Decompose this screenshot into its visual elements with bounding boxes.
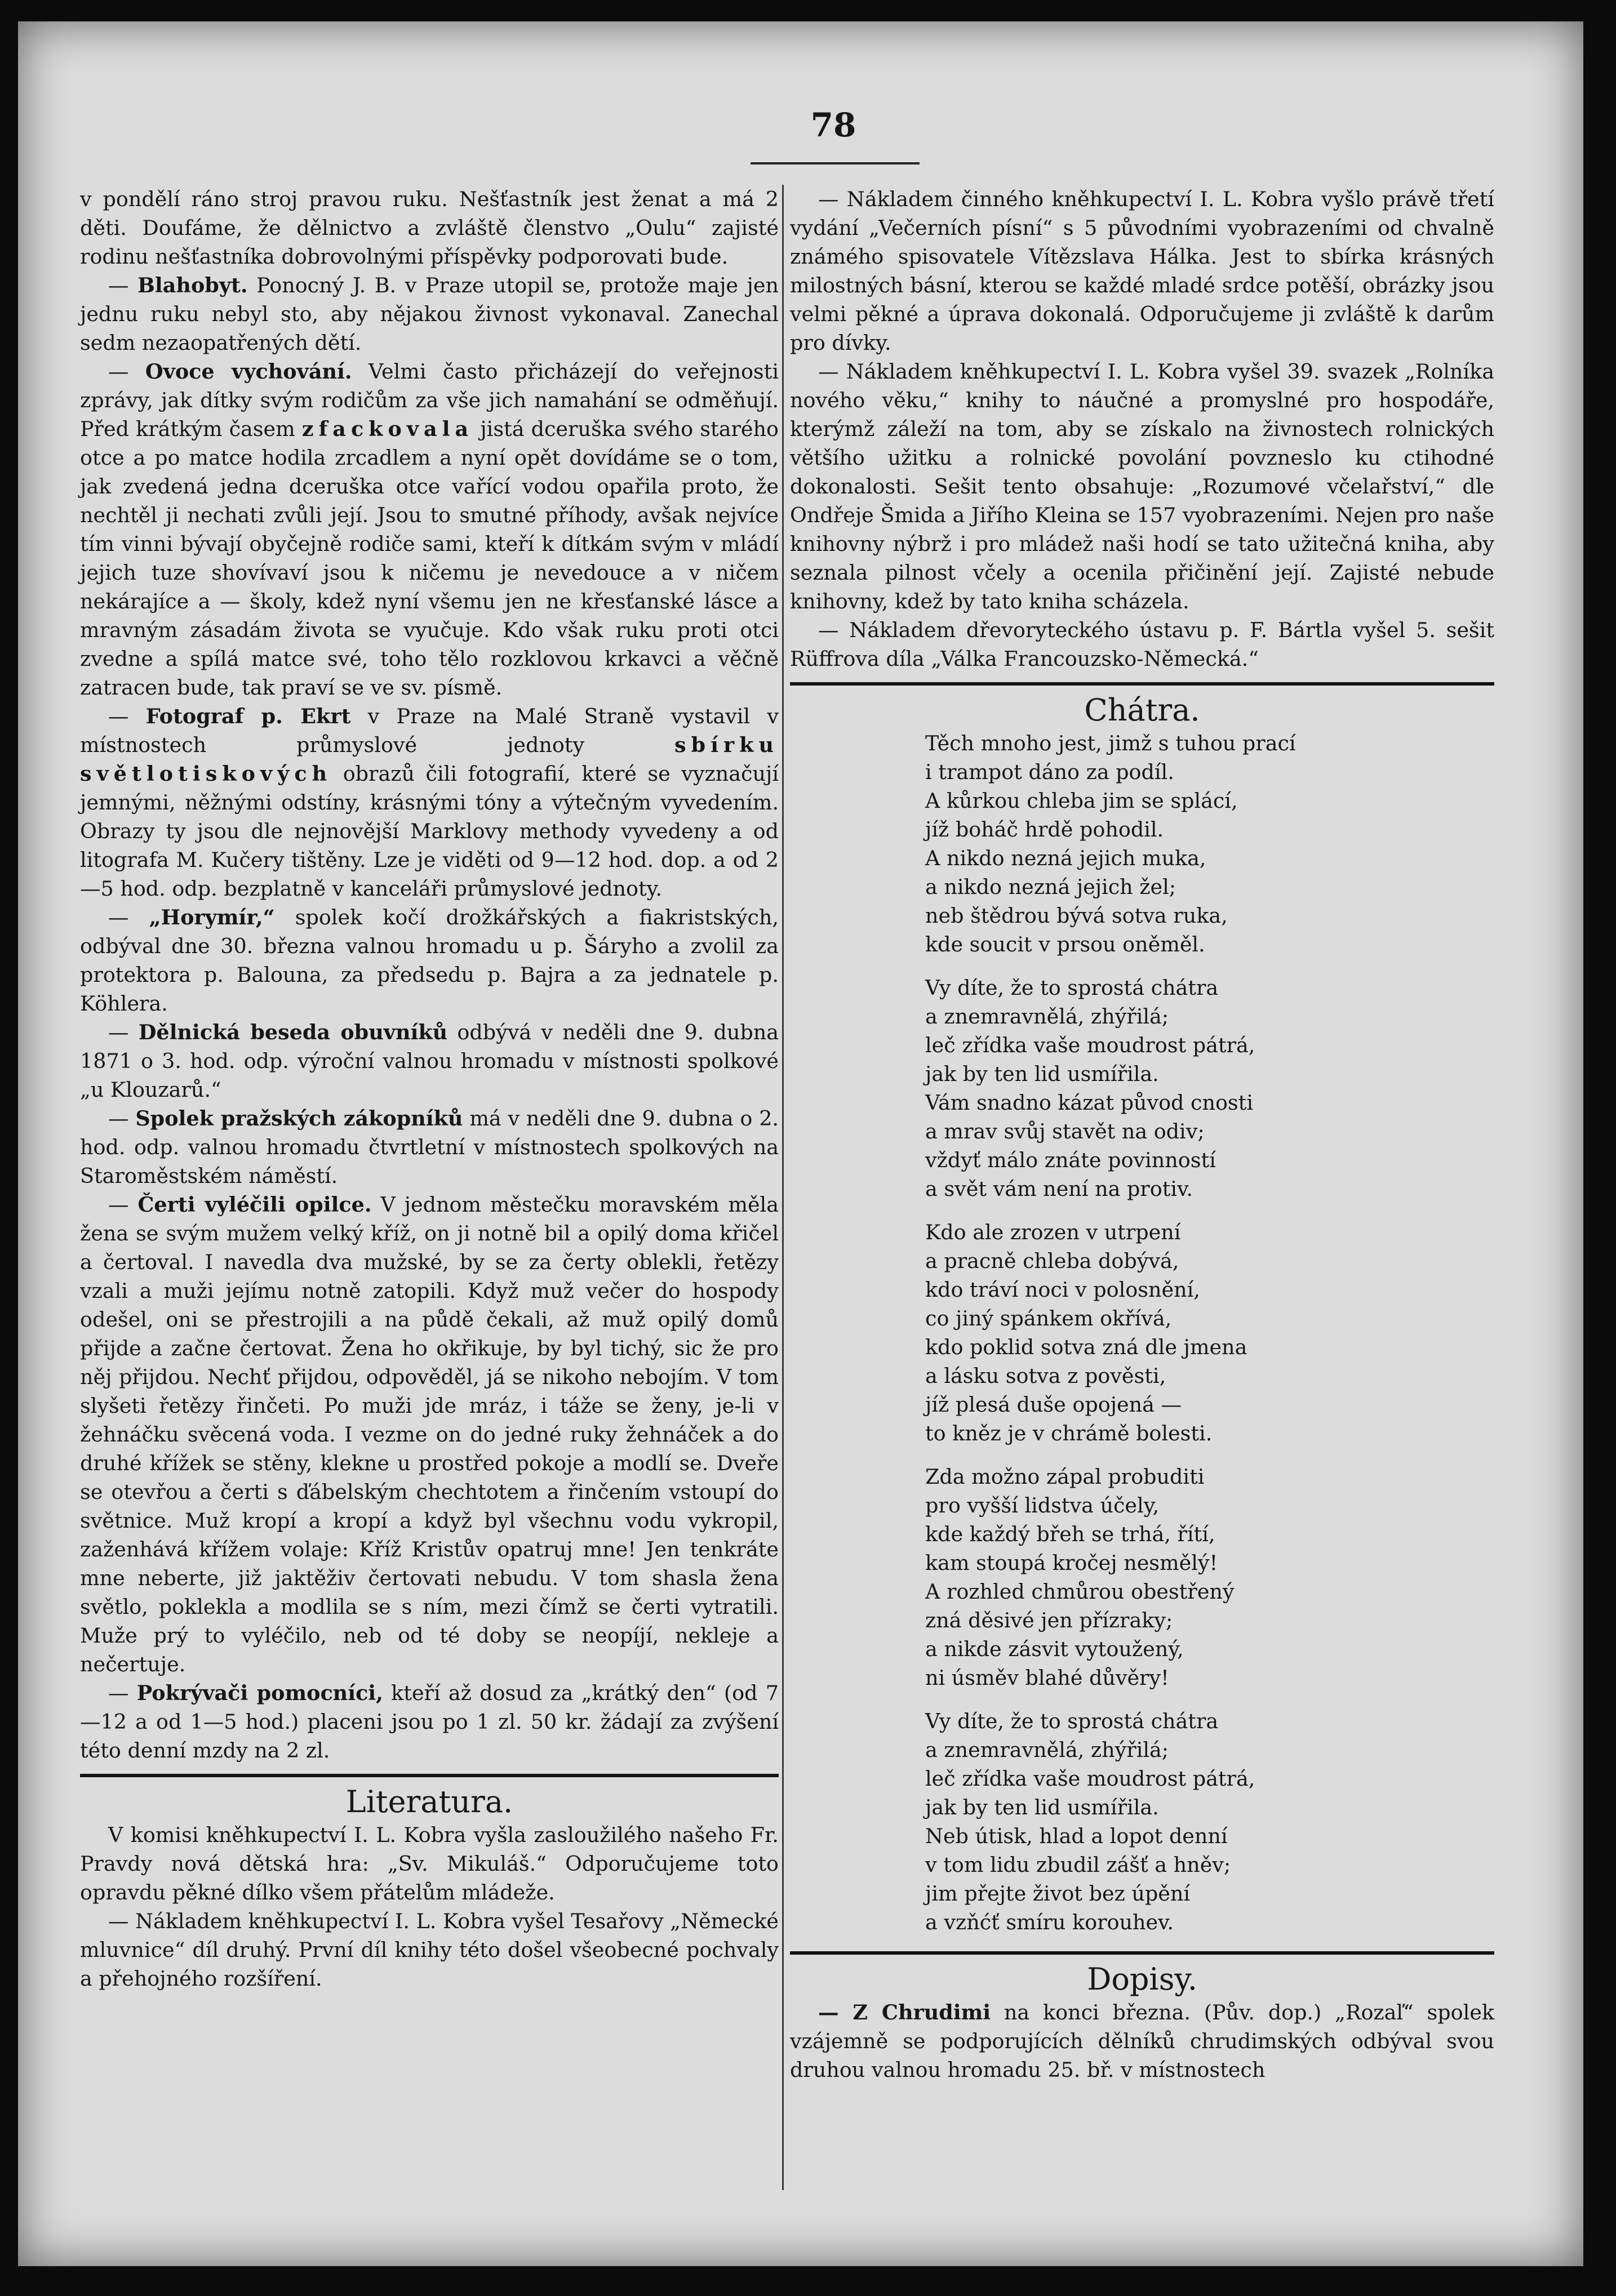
page-number: 78 <box>810 106 856 144</box>
poem-line: ni úsměv blahé důvěry! <box>925 1666 1169 1690</box>
poem-line: Zda možno zápal probuditi <box>925 1465 1205 1489</box>
poem-line: jak by ten lid usmířila. <box>925 1062 1159 1086</box>
dopis-place: — Z Chrudimi <box>818 2000 991 2024</box>
poem-line: Vám snadno kázat původ cnosti <box>925 1091 1254 1115</box>
poem-line: to kněz je v chrámě bolesti. <box>925 1421 1213 1445</box>
poem-line: vždyť málo znáte povinností <box>925 1148 1216 1172</box>
literatura-paragraph: — Nákladem činného kněhkupectví I. L. Kobra vyšlo právě třetí vydání „Večerních písní“ s 5 původními vyobrazeními od chvalně známého spisovatele Vítězslava Hálka. Jest to sbírka krásných milostných básní, kterou se každé mladé srdce potěší, obrázky jsou velmi pěkné a úprava dokonalá. Odporučujeme ji zvláště k darům pro dívky. <box>790 187 1494 355</box>
header-rule <box>751 162 920 164</box>
poem-line: a lásku sotva z pověsti, <box>925 1364 1166 1388</box>
spaced-emphasis: zfackovala <box>301 417 474 441</box>
literatura-paragraph: — Nákladem dřevoryteckého ústavu p. F. Bártla vyšel 5. sešit Rüffrova díla „Válka Francouzsko-Německá.“ <box>790 618 1494 671</box>
news-title: „Horymír,“ <box>149 905 275 929</box>
news-item-ovoce-vychovani: — Ovoce vychování. Velmi často přicházejí do veřejnosti zprávy, jak dítky svým rodičům za vše jich namahání se odměňují. Před krátkým časem zfackovala jistá dceruška svého starého otce a po matce hodila zrcadlem a nyní opět dovídáme se o tom, jak zvedená jedna dceruška otce vařící vodou opařila proto, že nechtěl ji nechati zvůli její. Jsou to smutné příhody, avšak nejvíce tím vinni bývají obyčejně rodiče sami, kteří k dítkám svým v mládí jejich tuze shovívaví jsou k ničemu je nevedouce a v ničem nekárajíce a — školy, kdež nyní všemu jen ne křesťanské lásce a mravným zásadám života se vyučuje. Kdo však ruku proti otci zvedne a spílá matce své, toho tělo rozklovou krkavci a věčně zatracen bude, tak praví se ve sv. písmě. <box>80 359 779 700</box>
poem-line: i trampot dáno za podíl. <box>925 760 1174 784</box>
literatura-paragraph: V komisi kněhkupectví I. L. Kobra vyšla zasloužilého našeho Fr. Pravdy nová dětská hra: „Sv. Mikuláš.“ Odporučujeme toto opravdu pěkné dílko všem přátelům mládeže. <box>80 1823 779 1905</box>
poem-line: A kůrkou chleba jim se splácí, <box>925 789 1238 813</box>
poem-line: a nikdo nezná jejich žel; <box>925 875 1177 899</box>
news-item-spolek-zakopniku: — Spolek pražských zákopníků má v neděli dne 9. dubna o 2. hod. odp. valnou hromadu čtvrtletní v místnostech spolkových na Staroměstském náměstí. <box>80 1106 779 1188</box>
literatura-paragraph: — Nákladem kněhkupectví I. L. Kobra vyšel 39. svazek „Rolníka nového věku,“ knihy to náučné a promyslné pro hospodáře, kterýmž záleží na tom, aby se získalo na živnostech rolnických většího užitku a rolnické povolání povzneslo ku ctihodné dokonalosti. Sešit tento obsahuje: „Rozumové včelařství,“ dle Ondřeje Šmida a Jiřího Kleina se 157 vyobrazeními. Nejen pro naše knihovny nýbrž i pro mládež naši hodí se tato užitečná kniha, aby seznala pilnost včely a ocenila přičinění její. Zajisté nebude knihovny, kdež by tato kniha scházela. <box>790 359 1494 613</box>
news-title: Pokrývači pomocníci, <box>136 1681 383 1705</box>
literatura-paragraph: — Nákladem kněhkupectví I. L. Kobra vyšel Tesařovy „Německé mluvnice“ díl druhý. První díl knihy této došel všeobecné pochvaly a přehojného rozšíření. <box>80 1909 779 1991</box>
poem-line: a pracně chleba dobývá, <box>925 1249 1179 1273</box>
news-title: Ovoce vychování. <box>145 359 352 384</box>
news-text: odbývá v neděli dne 9. dubna 1871 o 3. hod. odp. výroční valnou hromadu v místnosti spolkové „u Klouzarů.“ <box>80 1020 779 1102</box>
poem-line: jíž plesá duše opojená — <box>925 1392 1182 1417</box>
section-rule <box>790 1951 1494 1955</box>
poem-stanza <box>925 1462 1494 1692</box>
news-title: Čerti vyléčili opilce. <box>137 1193 372 1217</box>
news-item-certi: — Čerti vyléčili opilce. V jednom městečku moravském měla žena se svým mužem velký kříž, on ji notně bil a opilý doma křičel a čertoval. I navedla dva mužské, by se za čerty oblekli, řetězy vzali a muži jejímu notně zatopili. Když muž večer do hospody odešel, oni se přestrojili a na půdě čekali, až muž opilý domů přijde a začne čertovat. Žena ho okřikuje, by byl tichý, sic že pro něj přijdou. Nechť přijdou, odpověděl, já se nikoho nebojím. V tom slyšeti řetězy řinčeti. Po muži jde mráz, i táže se ženy, je-li v žehnáčku svěcená voda. I vezme on do jedné ruky žehnáček a do druhé křížek se stěny, klekne u prostřed pokoje a modlí se. Dveře se otevřou a čerti s ďábelským chechtotem a řinčením vstoupí do světnice. Muž kropí a kropí a když byl všechnu vodu vykropil, zaženhává křížem volaje: Kříž Kristův opatruj mne! Jen tenkráte mne neberte, již jaktěživ čertovati nebudu. V tom shasla žena světlo, poklekla a modlila se s ním, mezi čímž se čerti vytratili. Muže prý to vyléčilo, neb od té doby se neopíjí, nekleje a nečertuje. <box>80 1193 779 1676</box>
news-text: spolek kočí drožkářských a fiakristských, odbýval dne 30. března valnou hromadu u p. Šáryho a zvolil za protektora p. Balouna, za předsedu p. Bajra a za jednatele p. Köhlera. <box>80 905 779 1016</box>
section-rule <box>790 682 1494 686</box>
news-text: V jednom městečku moravském měla žena se svým mužem velký kříž, on ji notně bil a opilý doma křičel a čertoval. I navedla dva mužské, by se za čerty oblekli, řetězy vzali a muži jejímu notně zatopili. Když muž večer do hospody odešel, oni se přestrojili a na půdě čekali, až muž opilý domů přijde a začne čertovat. Žena ho okřikuje, by byl tichý, sic že pro něj přijdou. Nechť přijdou, odpověděl, já se nikoho nebojím. V tom slyšeti řetězy řinčeti. Po muži jde mráz, i táže se ženy, je-li v žehnáčku svěcená voda. I vezme on do jedné ruky žehnáček a do druhé křížek se stěny, klekne u prostřed pokoje a modlí se. Dveře se otevřou a čerti s ďábelským chechtotem a řinčením vstoupí do světnice. Muž kropí a kropí a když byl všechnu vodu vykropil, zaženhává křížem volaje: Kříž Kristův opatruj mne! Jen tenkráte mne neberte, již jaktěživ čertovati nebudu. V tom shasla žena světlo, poklekla a modlila se s ním, mezi čímž se čerti vytratili. Muže prý to vyléčilo, neb od té doby se neopíjí, nekleje a nečertuje. <box>80 1193 779 1676</box>
section-rule <box>80 1774 779 1777</box>
spaced-emphasis: sbírku světlotiskových <box>80 733 779 786</box>
news-title: Fotograf p. Ekrt <box>145 704 351 728</box>
section-heading-literatura: Literatura. <box>345 1784 513 1819</box>
news-text: Velmi často přicházejí do veřejnosti zprávy, jak dítky svým rodičům za vše jich namahání se odměňují. Před krátkým časem <box>80 359 779 441</box>
opening-paragraph: v pondělí ráno stroj pravou ruku. Nešťastník jest ženat a má 2 děti. Doufáme, že dělnictvo a zvláště členstvo „Oulu“ zajisté rodinu nešťastníka dobrovolnými příspěvky podporovati bude. <box>80 187 779 269</box>
poem <box>925 729 1494 1937</box>
poem-line: zná děsivé jen přízraky; <box>925 1608 1173 1632</box>
poem-line: a nikde zásvit vytoužený, <box>925 1637 1184 1661</box>
news-title: Blahobyt. <box>137 273 248 297</box>
poem-line: Vy díte, že to sprostá chátra <box>925 976 1219 1000</box>
poem-line: a mrav svůj stavět na odiv; <box>925 1119 1205 1143</box>
poem-stanza <box>925 729 1494 959</box>
news-item-fotograf: — Fotograf p. Ekrt v Praze na Malé Straně vystavil v místnostech průmyslové jednoty sbírku světlotiskových obrazů čili fotografií, které se vyznačují jemnými, něžnými odstíny, krásnými tóny a výtečným vyvedením. Obrazy ty jsou dle nejnovější Marklovy methody vyvedeny a od litografa M. Kučery tištěny. Lze je viděti od 9—12 hod. dop. a od 2—5 hod. odp. bezplatně v kanceláři průmyslové jednoty. <box>80 704 779 901</box>
poem-line: a znemravnělá, zhýřilá; <box>925 1738 1169 1762</box>
news-title: Spolek pražských zákopníků <box>135 1106 463 1131</box>
left-column <box>80 185 779 1993</box>
news-text: v Praze na Malé Straně vystavil v místnostech průmyslové jednoty <box>80 704 779 757</box>
poem-line: A rozhled chmůrou obestřený <box>925 1579 1235 1604</box>
poem-line: kdo tráví noci v polosnění, <box>925 1278 1200 1302</box>
poem-line: leč zřídka vaše moudrost pátrá, <box>925 1767 1255 1791</box>
poem-line: Neb útisk, hlad a lopot denní <box>925 1824 1228 1848</box>
news-text: má v neděli dne 9. dubna o 2. hod. odp. valnou hromadu čtvrtletní v místnostech spolkových na Staroměstském náměstí. <box>80 1106 779 1188</box>
dopisy-paragraph <box>790 1998 1494 2084</box>
right-column <box>790 185 1494 2084</box>
poem-line: leč zřídka vaše moudrost pátrá, <box>925 1033 1255 1057</box>
dopis-text: na konci března. (Pův. dop.) „Rozaľ“ spolek vzájemně se podporujících dělníků chrudimských odbýval svou druhou valnou hromadu 25. bř. v místnostech <box>790 2000 1494 2082</box>
poem-line: pro vyšší lidstva účely, <box>925 1493 1160 1518</box>
poem-line: kde každý břeh se trhá, řítí, <box>925 1522 1215 1546</box>
poem-stanza <box>925 973 1494 1203</box>
poem-title: Chátra. <box>1084 692 1200 728</box>
news-text: kteří až dosud za „krátký den“ (od 7—12 a od 1—5 hod.) placeni jsou po 1 zl. 50 kr. žádají za zvýšení této denní mzdy na 2 zl. <box>80 1681 779 1763</box>
news-text: Ponocný J. B. v Praze utopil se, protože maje jen jednu ruku nebyl sto, aby nějakou živnost vykonaval. Zanechal sedm nezaopatřených dětí. <box>80 273 779 355</box>
poem-line: Kdo ale zrozen v utrpení <box>925 1220 1181 1244</box>
poem-line: co jiný spánkem okřívá, <box>925 1306 1172 1331</box>
poem-line: kdo poklid sotva zná dle jmena <box>925 1335 1247 1359</box>
poem-line: a znemravnělá, zhýřilá; <box>925 1004 1169 1029</box>
news-item-blahobyt: — Blahobyt. Ponocný J. B. v Praze utopil se, protože maje jen jednu ruku nebyl sto, aby nějakou živnost vykonaval. Zanechal sedm nezaopatřených dětí. <box>80 273 779 355</box>
poem-line: a vzňćť smíru korouhev. <box>925 1910 1174 1934</box>
poem-line: kde soucit v prsou oněměl. <box>925 932 1205 956</box>
section-heading-dopisy: Dopisy. <box>1087 1961 1197 1997</box>
poem-line: jim přejte život bez úpění <box>925 1881 1191 1906</box>
poem-stanza <box>925 1707 1494 1937</box>
poem-line: A nikdo nezná jejich muka, <box>925 846 1206 870</box>
poem-line: jak by ten lid usmířila. <box>925 1795 1159 1819</box>
news-item-horymir: — „Horymír,“ spolek kočí drožkářských a fiakristských, odbýval dne 30. března valnou hromadu u p. Šáryho a zvolil za protektora p. Balouna, za předsedu p. Bajra a za jednatele p. Köhlera. <box>80 905 779 1016</box>
poem-line: v tom lidu zbudil zášť a hněv; <box>925 1853 1231 1877</box>
poem-line: Vy díte, že to sprostá chátra <box>925 1709 1219 1733</box>
poem-line: jíž boháč hrdě pohodil. <box>925 817 1164 842</box>
poem-line: Těch mnoho jest, jimž s tuhou prací <box>925 731 1296 755</box>
newspaper-page <box>18 21 1583 2266</box>
news-title: Dělnická beseda obuvníků <box>138 1020 448 1044</box>
news-item-delnicka-beseda: — Dělnická beseda obuvníků odbývá v neděli dne 9. dubna 1871 o 3. hod. odp. výroční valnou hromadu v místnosti spolkové „u Klouzarů.“ <box>80 1020 779 1102</box>
news-text: jistá dceruška svého starého otce a po matce hodila zrcadlem a nyní opět dovídáme se o tom, jak zvedená jedna dceruška otce vařící vodou opařila proto, že nechtěl ji nechati zvůli její. Jsou to smutné příhody, avšak nejvíce tím vinni bývají obyčejně rodiče sami, kteří k dítkám svým v mládí jejich tuze shovívaví jsou k ničemu je nevedouce a v ničem nekárajíce a — školy, kdež nyní všemu jen ne křesťanské lásce a mravným zásadám života se vyučuje. Kdo však ruku proti otci zvedne a spílá matce své, toho tělo rozklovou krkavci a věčně zatracen bude, tak praví se ve sv. písmě. <box>80 417 779 700</box>
news-text: obrazů čili fotografií, které se vyznačují jemnými, něžnými odstíny, krásnými tóny a výtečným vyvedením. Obrazy ty jsou dle nejnovější Marklovy methody vyvedeny a od litografa M. Kučery tištěny. Lze je viděti od 9—12 hod. dop. a od 2—5 hod. odp. bezplatně v kanceláři průmyslové jednoty. <box>80 762 779 901</box>
poem-line: a svět vám není na protiv. <box>925 1177 1193 1201</box>
poem-line: neb štědrou bývá sotva ruka, <box>925 904 1228 928</box>
news-item-pokryvaci: — Pokrývači pomocníci, kteří až dosud za „krátký den“ (od 7—12 a od 1—5 hod.) placeni jsou po 1 zl. 50 kr. žádají za zvýšení této denní mzdy na 2 zl. <box>80 1681 779 1763</box>
poem-stanza <box>925 1218 1494 1448</box>
column-divider <box>782 185 784 2190</box>
poem-line: kam stoupá kročej nesmělý! <box>925 1551 1218 1575</box>
